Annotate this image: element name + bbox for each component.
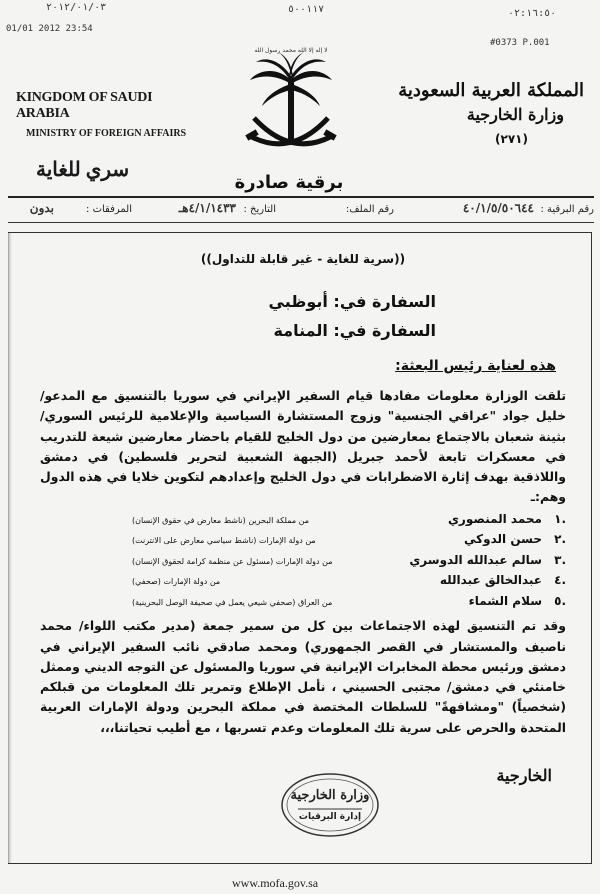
stamp-oval-icon: [280, 772, 380, 838]
recipient-manama: السفارة في: المنامة: [273, 321, 436, 340]
paragraph-2: وقد تم التنسيق لهذه الاجتماعات بين كل من سمير جمعة (مدير مكتب اللواء/ محمد ناصيف والمستشار في القصر الجمهوري) ومحمد صادقي نائب السفير الإيراني في دمشق ورئيس محطة المخابرات الإيرانية في سوريا والمسئول عن التوجه الديني وممثل خامنئي في دمشق/ مجتبى الحسيني ، نأمل الإطلاع وتمرير تلك المعلومات من قبلكم (شخصياً) "ومشافهةً" للسلطات المختصة في مملكة البحرين ودولة الإمارات العربية المتحدة والحرص على سرية تلك المعلومات وعدم تسربها ، مع أطيب تحياتنا،،،: [40, 618, 566, 735]
outgoing-cable-title: برقية صادرة: [234, 172, 344, 193]
stamp-line-1: وزارة الخارجية: [290, 788, 370, 803]
ministry-name-en: MINISTRY OF FOREIGN AFFAIRS: [26, 128, 187, 139]
list-item: .٥ سلام الشماء من العراق (صحفي شيعي يعمل في صحيفة الوصل البحرينية): [132, 593, 566, 608]
attachments-value: بدون: [29, 201, 54, 215]
saudi-emblem-icon: [236, 40, 346, 180]
header-divider: [8, 196, 594, 198]
recipient-abudhabi: السفارة في: أبوظبي: [268, 292, 436, 311]
arabic-letterhead: [394, 80, 584, 146]
letterhead-number: (٢٧١): [495, 132, 528, 146]
fax-number: ٥٠٠١١٧: [288, 4, 325, 15]
attachments-label: المرفقات :: [86, 204, 132, 215]
fax-time: ٠٢:١٦:٥٠: [508, 8, 557, 19]
paragraph-1: تلقت الوزارة معلومات مفادها قيام السفير الإيراني في سوريا بالتنسيق مع المدعو/ خليل جواد "عراقي الجنسية" وزوج المستشارة السياسية والإعلامية للرئيس السوري/ بثينة شعبان بالاجتماع بمعارضين من دول الخليج للقيام باحضار معارضين شيعة للتدريب في معسكرات تابعة لأحمد جبريل (الجبهة الشعبية لتحرير فلسطين) في دمشق واللاذقية بهدف إثارة الاضطرابات في دول الخليج وإعدادهم لتكوين خلايا في هذه الدول وهم:ـ: [40, 388, 566, 505]
secrecy-label: سري للغاية: [36, 159, 130, 181]
date-value: ٤/١/١٤٣٣هـ: [178, 201, 236, 215]
signature: الخارجية: [496, 766, 552, 785]
kingdom-name-ar: المملكة العربية السعودية: [398, 80, 584, 101]
list-item: .٤ عبدالخالق عبدالله من دولة الإمارات (صحفي): [132, 573, 566, 588]
cable-body: [40, 238, 566, 738]
stamp-line-2: إدارة البرقيات: [298, 812, 362, 822]
cable-meta-row: [8, 200, 594, 222]
ministry-stamp: [280, 772, 380, 838]
fax-date: ۲۰۱۲/۰۱/۰۳: [46, 2, 107, 13]
cable-number-label: رقم البرقية :: [540, 204, 594, 215]
names-list: [40, 512, 566, 615]
list-item: .١ محمد المنصوري من مملكة البحرين (ناشط معارض في حقوق الإنسان): [132, 511, 566, 526]
list-item: .٢ حسن الدوكي من دولة الإمارات (ناشط سياسي معارض على الانترنت): [132, 532, 566, 547]
list-item: .٣ سالم عبدالله الدوسري من دولة الإمارات (مسئول عن منظمة كرامة لحقوق الإنسان): [132, 552, 566, 567]
english-letterhead: [16, 90, 196, 182]
shahada-calligraphy: لا إله إلا الله محمد رسول الله: [254, 47, 328, 54]
attention-line: هذه لعناية رئيس البعثة:: [395, 358, 556, 374]
footer-url: www.mofa.gov.sa: [232, 876, 319, 890]
fax-header: [0, 0, 600, 48]
ministry-name-ar: وزارة الخارجية: [466, 105, 564, 124]
classification-line: ((سرية للغاية - غير قابلة للتداول)): [200, 252, 406, 266]
date-label: التاريخ :: [243, 204, 276, 215]
cable-number-value: ٤٠/١/٥/٥٠٦٤٤: [462, 201, 534, 215]
file-number-label: رقم الملف:: [345, 204, 394, 215]
meta-divider: [8, 222, 594, 223]
fax-timestamp: 01/01 2012 23:54: [6, 24, 93, 34]
kingdom-name-en: KINGDOM OF SAUDI ARABIA: [16, 90, 153, 121]
fax-page-id: #0373 P.001: [490, 38, 550, 48]
